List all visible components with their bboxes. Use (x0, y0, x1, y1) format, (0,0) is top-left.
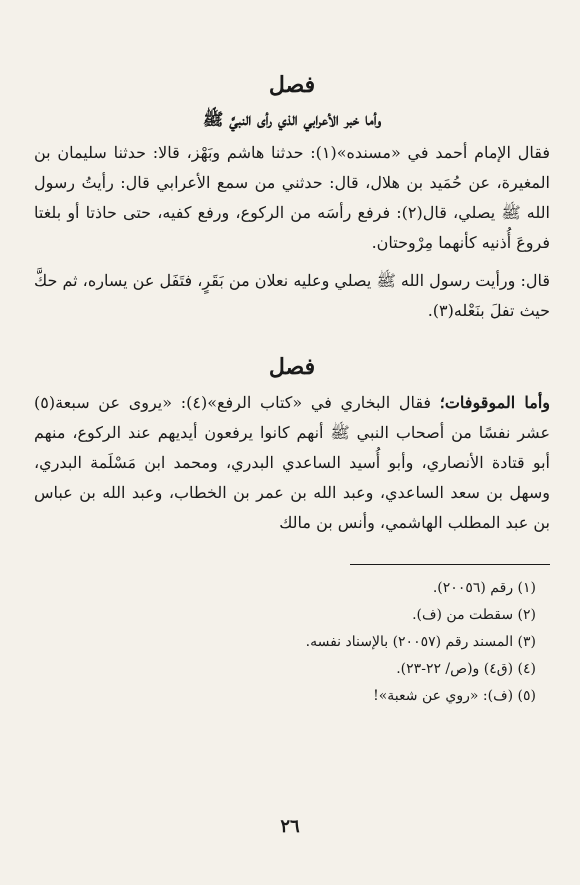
footnote: (٢) سقطت من (ف). (412, 607, 536, 623)
page-number: ٢٦ (280, 816, 300, 837)
section-heading: فصل (268, 72, 316, 98)
footnote: (٣) المسند رقم (٢٠٠٥٧) بالإسناد نفسه. (305, 634, 536, 650)
paragraph-text: فقال البخاري في «كتاب الرفع»(٤): «يروى عن سبعة(٥) عشر نفسًا من أصحاب النبي ﷺ أنهم كانوا يرفعون أيديهم عند الركوع، منهم أبو قتادة الأنصاري، وأبو أُسيد الساعدي البدري، ومحمد ابن مَسْلَمة البدري، وسهل بن سعد الساعدي، وعبد الله بن عمر بن الخطاب، وعبد الله بن عباس بن عبد المطلب الهاشمي، وأنس بن مالك (34, 393, 550, 532)
footnote: (٥) (ف): «روي عن شعبة»! (373, 688, 536, 704)
footnote: (٤) (ق٤) و(ص/ ٢٢-٢٣). (396, 661, 536, 677)
paragraph: قال: ورأيت رسول الله ﷺ يصلي وعليه نعلان من بَقَرٍ، فتَفَل عن يساره، ثم حكَّ حيث تفلَ بنَعْله(٣). (34, 271, 550, 320)
paragraph: فقال الإمام أحمد في «مسنده»(١): حدثنا هاشم وبَهْز، قالا: حدثنا سليمان بن المغيرة، عن حُمَيد بن هلال، قال: حدثني من سمع الأعرابي قال: رأيتُ رسول الله ﷺ يصلي، قال(٢): فرفع رأسَه من الركوع، ورفع كفيه، حتى حاذتا أو بلغتا فروعَ أُذنيه كأنهما مِرْوحتان. (34, 143, 551, 252)
footnote: (١) رقم (٢٠٠٥٦). (432, 580, 536, 596)
section-subheading: وأما خبر الأعرابي الذي رأى النبيَّ ﷺ (202, 110, 382, 130)
paragraph (34, 388, 550, 538)
footnotes (34, 575, 550, 710)
paragraph-lead: وأما الموقوفات؛ (439, 393, 550, 412)
section-heading: فصل (268, 354, 316, 380)
footnote-divider (350, 564, 550, 565)
section-1 (34, 70, 550, 326)
section-2 (34, 352, 550, 538)
